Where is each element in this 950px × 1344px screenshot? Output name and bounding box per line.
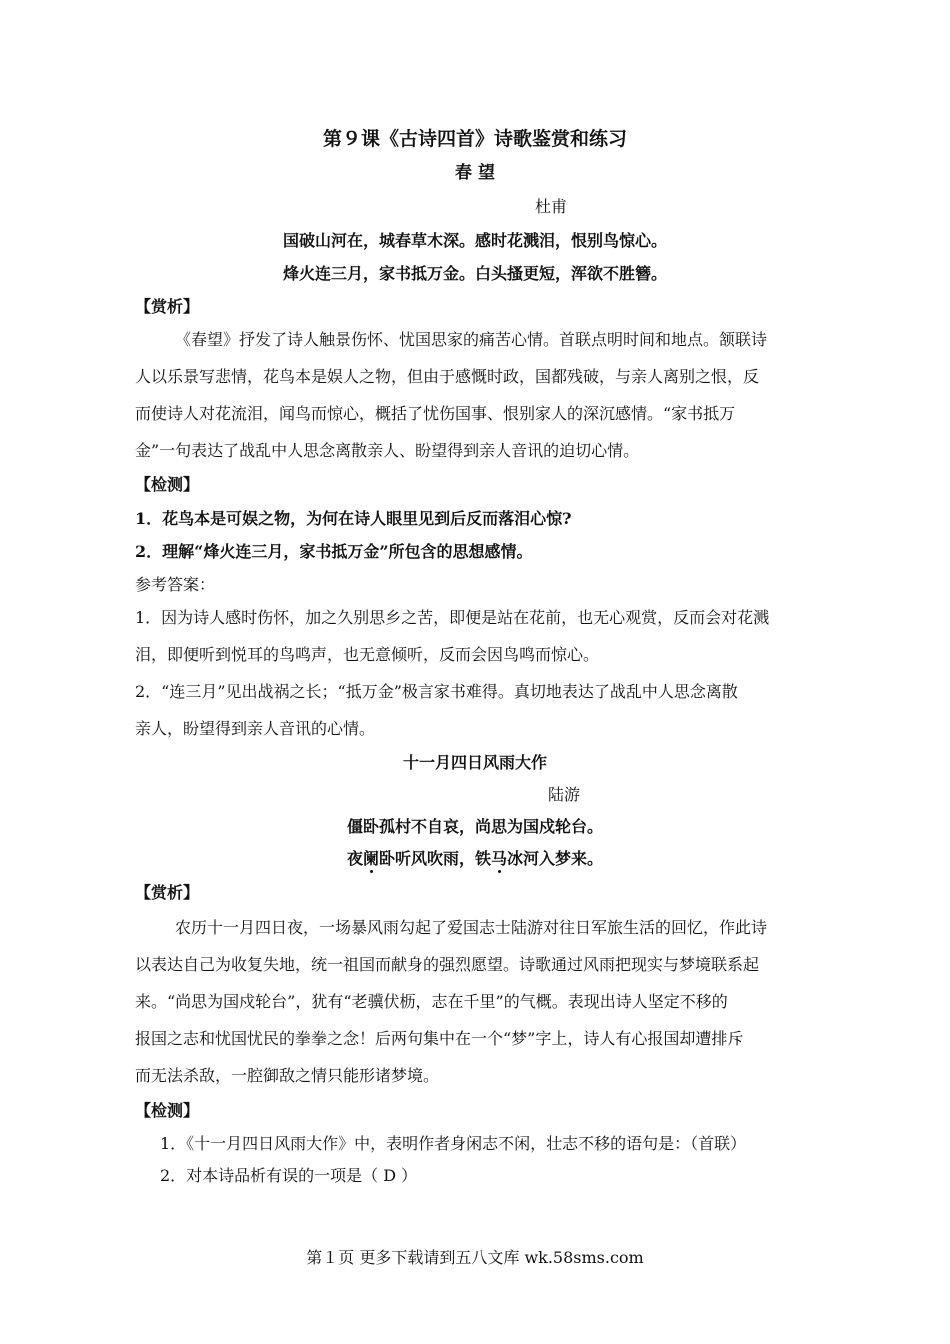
poem-title: 十一月四日风雨大作 <box>402 753 547 772</box>
section-label-test: 【检测】 <box>135 1101 200 1120</box>
analysis-line: 而使诗人对花流泪，闻鸟而惊心，概括了忧伤国事、恨别家人的深沉感情。“家书抵万 <box>135 404 736 423</box>
question-line: 2．理解“烽火连三月，家书抵万金”所包含的思想感情。 <box>135 542 533 561</box>
poem-line: 国破山河在，城春草木深。感时花溅泪，恨别鸟惊心。 <box>282 231 667 250</box>
section-label-analysis: 【赏析】 <box>135 883 200 902</box>
analysis-line: 人以乐景写悲情，花鸟本是娱人之物，但由于感慨时政，国都残破，与亲人离别之恨，反 <box>135 367 760 386</box>
poem-text: 夜 <box>346 849 363 868</box>
section-label-analysis: 【赏析】 <box>135 297 200 316</box>
analysis-line: 农历十一月四日夜，一场暴风雨勾起了爱国志士陆游对往日军旅生活的回忆，作此诗 <box>175 918 768 937</box>
analysis-line: 报国之志和忧国忧民的拳拳之念！后两句集中在一个“梦”字上，诗人有心报国却遭排斥 <box>135 1029 744 1048</box>
poem-line: 僵卧孤村不自哀，尚思为国戍轮台。 <box>346 817 603 836</box>
emphasis-char: 阑 <box>362 849 379 868</box>
section-label-test: 【检测】 <box>135 475 200 494</box>
question-line: 1．花鸟本是可娱之物，为何在诗人眼里见到后反而落泪心惊? <box>135 509 572 528</box>
question-line: 2．对本诗品析有误的一项是（ D ） <box>160 1166 418 1185</box>
poem-author: 杜甫 <box>535 197 568 216</box>
poem-text: 冰河入梦来。 <box>507 849 604 868</box>
question-line: 1．《十一月四日风雨大作》中，表明作者身闲志不闲，壮志不移的语句是：（首联） <box>160 1134 747 1153</box>
emphasis-char: 马 <box>491 849 508 868</box>
analysis-line: 来。“尚思为国戍轮台”，犹有“老骥伏枥，志在千里”的气概。表现出诗人坚定不移的 <box>135 992 728 1011</box>
answer-line: 1．因为诗人感时伤怀，加之久别思乡之苦，即便是站在花前，也无心观赏，反而会对花溅 <box>135 608 770 627</box>
answer-line: 泪，即便听到悦耳的鸟鸣声，也无意倾听，反而会因鸟鸣而惊心。 <box>135 645 600 664</box>
poem-author: 陆游 <box>548 785 581 804</box>
analysis-line: 而无法杀敌，一腔御敌之情只能形诸梦境。 <box>135 1066 440 1085</box>
analysis-line: 《春望》抒发了诗人触景伤怀、忧国思家的痛苦心情。首联点明时间和地点。颔联诗 <box>175 330 768 349</box>
analysis-line: 以表达自己为收复失地，统一祖国而献身的强烈愿望。诗歌通过风雨把现实与梦境联系起 <box>135 955 760 974</box>
answer-label: 参考答案： <box>135 575 216 594</box>
answer-line: 2．“连三月”见出战祸之长；“抵万金”极言家书难得。真切地表达了战乱中人思念离散 <box>135 682 738 701</box>
answer-line: 亲人，盼望得到亲人音讯的心情。 <box>135 719 376 738</box>
page-title: 第９课《古诗四首》诗歌鉴赏和练习 <box>322 128 627 150</box>
page-footer: 第１页 更多下载请到五八文库 wk.58sms.com <box>306 1248 644 1267</box>
poem-title: 春 望 <box>455 163 495 183</box>
analysis-line: 金”一句表达了战乱中人思念离散亲人、盼望得到亲人音讯的迫切心情。 <box>135 441 640 460</box>
poem-line <box>0 848 950 870</box>
poem-text: 卧听风吹雨，铁 <box>378 849 491 868</box>
poem-line: 烽火连三月，家书抵万金。白头搔更短，浑欲不胜簪。 <box>282 264 667 283</box>
